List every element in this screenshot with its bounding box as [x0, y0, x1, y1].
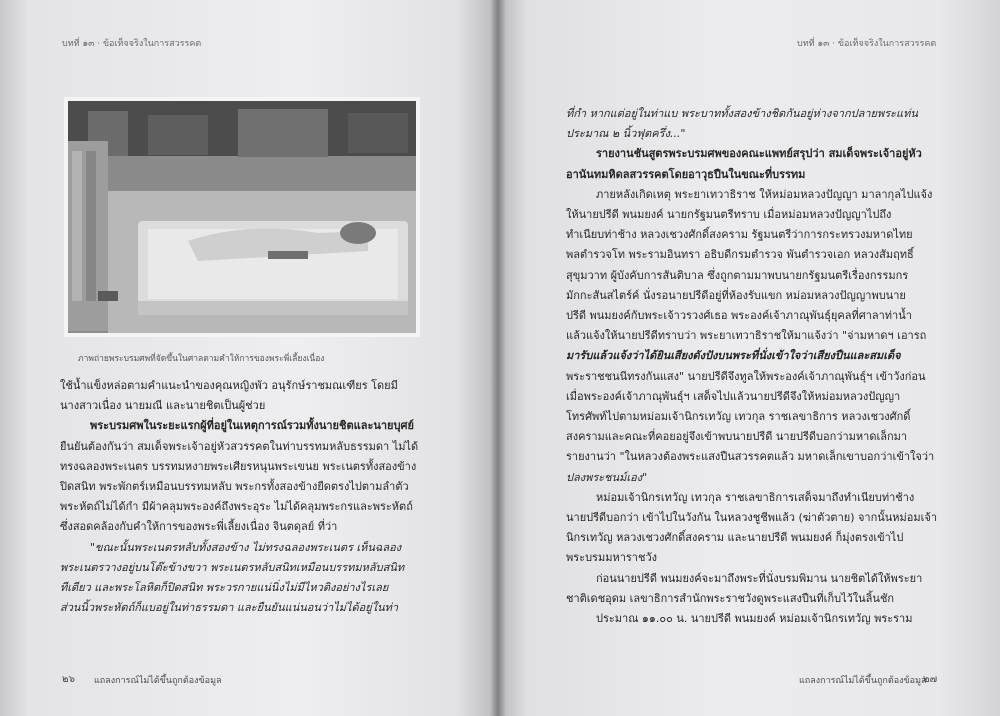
- text-line: นางสาวเนื่อง นายมณี และนายชิตเป็นผู้ช่วย: [60, 399, 266, 413]
- text-line: ใช้น้ำแข็งหล่อตามคำแนะนำของคุณหญิงพัว อนุรักษ์ราชมณเฑียร โดยมี: [60, 379, 398, 392]
- text-line: ปิดสนิท พระพักตร์เหมือนบรรทมหลับ พระกรทั้งสองข้างยืดตรงไปตามลำตัว: [60, 480, 409, 494]
- text-line: ทำเนียบท่าช้าง หลวงเชวงศักดิ์สงคราม รัฐมนตรีว่าการกระทรวงมหาดไทย: [566, 228, 913, 242]
- page-number: ๒๖: [62, 674, 75, 685]
- text-line: สงครามและคณะที่คอยอยู่จึงเข้าพบนายปรีดี นายปรีดีบอกว่ามหาดเล็กมา: [566, 430, 908, 444]
- text-line: ก่อนนายปรีดี พนมยงค์จะมาถึงพระที่นั่งบรมพิมาน นายชิตได้ให้พระยา: [596, 571, 923, 585]
- text-line: เมื่อพระองค์เจ้าภาณุพันธุ์ฯ เสด็จไปแล้วนายปรีดีจึงให้หม่อมหลวงปัญญา: [566, 389, 901, 403]
- text-line: นิกรเทวัญ หลวงเชวงศักดิ์สงคราม และนายปรีดี พนมยงค์ ก็มุ่งตรงเข้าไป: [566, 531, 904, 545]
- text-line: ปรีดี พนมยงค์กับพระเจ้าวรวงศ์เธอ พระองค์เจ้าภาณุพันธุ์ยุคลที่ศาลาท่าน้ำ: [566, 309, 912, 323]
- text-line: พระราชชนนีทรงกันแสง" นายปรีดีจึงทูลให้พระองค์เจ้าภาณุพันธุ์ฯ เข้าวังก่อน: [566, 369, 926, 383]
- book-gutter: [490, 0, 506, 716]
- text-line: พระบรมมหาราชวัง: [566, 551, 657, 565]
- quote-line: พระเนตรวางอยู่บนโต๊ะข้างขวา พระเนตรหลับสนิทเหมือนบรรทมหลับสนิท: [60, 560, 405, 574]
- footer-title: แถลงการณ์ไม่ได้ขึ้นถูกต้องข้อมูล: [94, 676, 222, 686]
- left-page: [0, 0, 497, 716]
- photo-caption: ภาพถ่ายพระบรมศพที่จัดขึ้นในศาลตามคำให้การของพระพี่เลี้ยงเนื่อง: [78, 354, 325, 364]
- text-line: ให้นายปรีดี พนมยงค์ นายกรัฐมนตรีทราบ เมื่อหม่อมหลวงปัญญาไปถึง: [566, 208, 892, 222]
- quote-line: "ขณะนั้นพระเนตรหลับทั้งสองข้าง ไม่ทรงฉลองพระเนตร เห็นฉลอง: [90, 540, 402, 554]
- quote-line: ปลงพระชนม์เอง": [566, 470, 648, 484]
- text-line: แล้วแจ้งให้นายปรีดีทราบว่า พระยาเทวาธิราชให้มาแจ้งว่า "จ่ามหาดฯ เอารถ: [566, 329, 927, 343]
- text-line: ยืนยันต้องกันว่า สมเด็จพระเจ้าอยู่หัวสวรรคตในท่าบรรทมหลับธรรมดา ไม่ได้: [60, 439, 419, 453]
- running-head: บทที่ ๑๓ · ข้อเท็จจริงในการสวรรคต: [797, 39, 937, 49]
- text-line: โทรศัพท์ไปตามหม่อมเจ้านิกรเทวัญ เทวกุล ราชเลขาธิการ หลวงเชวงศักดิ์: [566, 410, 911, 424]
- quote-line: ประมาณ ๒ นิ้วฟุตครึ่ง...": [566, 127, 686, 141]
- text-line: สุขุมวาท ผู้บังคับการสันติบาล ซึ่งถูกตามมาพบนายกรัฐมนตรีเรื่องกรรมกร: [566, 268, 909, 282]
- text-line: ภายหลังเกิดเหตุ พระยาเทวาธิราช ให้หม่อมหลวงปัญญา มาลากุลไปแจ้ง: [596, 187, 933, 201]
- quote-line: มารับแล้วแจ้งว่าได้ยินเสียงดังปังบนพระที่นั่งเข้าใจว่าเสียงปืนและสมเด็จ: [566, 349, 901, 363]
- right-page: [497, 0, 1000, 716]
- quote-line: ทีเดียว และพระโลหิตก็ปิดสนิท พระวรกายแน่นิ่งไม่มีไหวติงอย่างไรเลย: [60, 581, 389, 595]
- text-line: มักกะสันสไตร์ค์ นั่งรอนายปรีดีอยู่ที่ห้องรับแขก หม่อมหลวงปัญญาพบนาย: [566, 288, 906, 302]
- text-line: รายงานชันสูตรพระบรมศพของคณะแพทย์สรุปว่า สมเด็จพระเจ้าอยู่หัว: [596, 147, 922, 161]
- left-body-text: [60, 376, 438, 618]
- text-line: อานันทมหิดลสวรรคตโดยอาวุธปืนในขณะที่บรรทม: [566, 167, 806, 181]
- text-line: พระบรมศพในระยะแรกผู้ที่อยู่ในเหตุการณ์รวมทั้งนายชิตและนายบุศย์: [90, 419, 414, 433]
- footer-title: แถลงการณ์ไม่ได้ขึ้นถูกต้องข้อมูล: [799, 676, 927, 686]
- text-line: หม่อมเจ้านิกรเทวัญ เทวกุล ราชเลขาธิการเสด็จมาถึงทำเนียบท่าช้าง: [596, 490, 915, 504]
- text-line: ซึ่งสอดคล้องกับคำให้การของพระพี่เลี้ยงเนื่อง จินตดุลย์ ที่ว่า: [60, 520, 338, 534]
- historical-photo: [64, 97, 420, 337]
- text-line: รายงานว่า "ในหลวงต้องพระแสงปืนสวรรคตแล้ว มหาดเล็กเขาบอกว่าเข้าใจว่า: [566, 450, 935, 464]
- right-body-text: [566, 104, 946, 629]
- text-line: นายปรีดีบอกว่า เข้าไปในวังกัน ในหลวงชูชีพแล้ว (ฆ่าตัวตาย) จากนั้นหม่อมเจ้า: [566, 511, 938, 525]
- text-line: ชาติเดชอุดม เลขาธิการสำนักพระราชวังดูพระแสงปืนที่เก็บไว้ในลิ้นชัก: [566, 591, 895, 605]
- photo-image: [68, 101, 416, 333]
- text-line: ประมาณ ๑๑.๐๐ น. นายปรีดี พนมยงค์ หม่อมเจ้านิกรเทวัญ พระราม: [596, 612, 913, 626]
- photo-illustration: [68, 101, 416, 333]
- text-line: ทรงฉลองพระเนตร บรรทมหงายพระเศียรหนุนพระเขนย พระเนตรทั้งสองข้าง: [60, 459, 417, 473]
- quote-line: ที่กำ หากแต่อยู่ในท่าแบ พระบาททั้งสองข้างชิดกันอยู่ห่างจากปลายพระแท่น: [566, 107, 918, 120]
- text-line: พลตำรวจโท พระรามอินทรา อธิบดีกรมตำรวจ พันตำรวจเอก หลวงสัมฤทธิ์: [566, 248, 914, 262]
- running-head: บทที่ ๑๓ · ข้อเท็จจริงในการสวรรคต: [62, 39, 202, 49]
- page-number: ๒๗: [923, 674, 938, 685]
- text-line: พระหัตถ์ไม่ได้กำ มีผ้าคลุมพระองค์ถึงพระอุระ ไม่ได้คลุมพระกรและพระหัตถ์: [60, 500, 413, 514]
- quote-line: ส่วนนิ้วพระหัตถ์ก็แบอยู่ในท่าธรรมดา และยืนยันแน่นอนว่าไม่ได้อยู่ในท่า: [60, 601, 399, 615]
